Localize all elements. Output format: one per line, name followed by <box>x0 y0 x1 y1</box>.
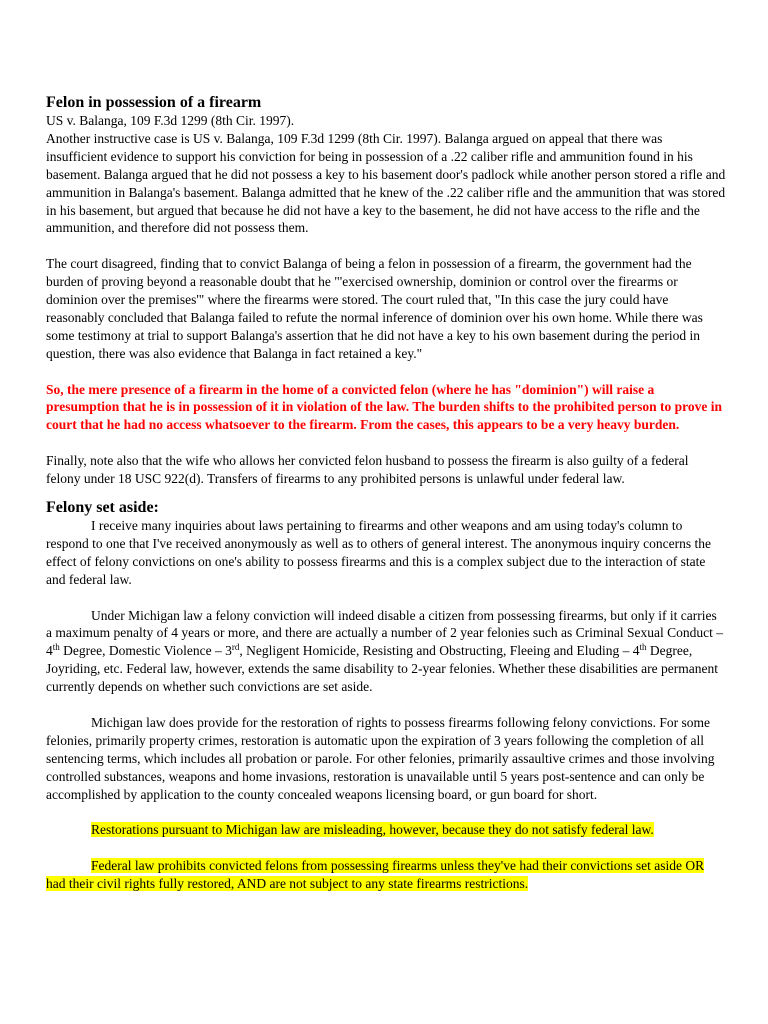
superscript-ordinal: th <box>52 642 60 653</box>
paragraph-restorations-misleading <box>46 821 726 839</box>
paragraph-inquiries: I receive many inquiries about laws pertaining to firearms and other weapons and am using today's column to respond to one that I've received anonymously as well as to others of general interest. The anonymous inquiry concerns the effect of felony convictions on one's ability to possess firearms and this is a complex subject due to the interaction of state and federal law. <box>46 517 711 587</box>
text-segment: Under Michigan law a felony conviction will indeed disable a citizen from possessing firearms, but only if it carries a maximum penalty of 4 years or more, and there are actually a number of 2 year felonies such as Criminal Sexual Conduct – 4 <box>46 607 724 659</box>
paragraph-restoration-of-rights: Michigan law does provide for the restoration of rights to possess firearms following felony convictions. For some felonies, primarily property crimes, restoration is automatic upon the expiration of 3 years following the completion of all sentencing terms, which includes all probation or parole. For other felonies, primarily assaultive crimes and those involving controlled substances, weapons and home invasions, restoration is unavailable until 5 years post-sentence and can only be accomplished by application to the county concealed weapons licensing board, or gun board for short. <box>46 714 715 802</box>
superscript-ordinal: rd <box>231 642 240 653</box>
paragraph-michigan-disability <box>46 607 726 697</box>
paragraph-presumption-warning: So, the mere presence of a firearm in the home of a convicted felon (where he has "dominion") will raise a presumption that he is in possession of it in violation of the law. The burden shifts to the prohibited person to prove in court that he had no access whatsoever to the firearm. From the cases, this appears to be a very heavy burden. <box>46 381 722 433</box>
paragraph-balanga-appeal: Another instructive case is US v. Balanga, 109 F.3d 1299 (8th Cir. 1997). Balanga argued on appeal that there was insufficient evidence to support his conviction for being in possession of a .22 caliber rifle and ammunition found in his basement. Balanga argued that he did not possess a key to his basement door's padlock while another person stored a rifle and ammunition in Balanga's basement. Balanga admitted that he knew of the .22 caliber rifle and the ammunition that was stored in his basement, but argued that because he did not have a key to the basement, he did not have access to the rifle and the ammunition, and therefore did not possess them. <box>46 130 726 236</box>
case-citation: US v. Balanga, 109 F.3d 1299 (8th Cir. 1997). <box>46 113 295 128</box>
section-heading-felony-set-aside: Felony set aside: <box>46 498 159 516</box>
paragraph-court-ruling: The court disagreed, finding that to convict Balanga of being a felon in possession of a firearm, the government had the burden of proving beyond a reasonable doubt that he "'exercised ownership, dominion or control over the firearms or dominion over the premises'" where the firearms were stored. The court ruled that, "In this case the jury could have reasonably concluded that Balanga failed to refute the normal inference of dominion over his own home. While there was some testimony at trial to support Balanga's assertion that he did not have a key to his own basement during the period in question, there was also evidence that Balanga in fact retained a key." <box>46 256 703 361</box>
highlighted-text: Federal law prohibits convicted felons from possessing firearms unless they've had their convictions set aside OR had their civil rights fully restored, AND are not subject to any state firearms restrictions. <box>46 858 705 892</box>
text-segment: Degree, Domestic Violence – 3 <box>59 643 232 659</box>
paragraph-federal-prohibition <box>46 857 726 893</box>
highlighted-text: Restorations pursuant to Michigan law are misleading, however, because they do not satisfy federal law. <box>91 822 654 838</box>
text-segment: Degree, Joyriding, etc. Federal law, however, extends the same disability to 2-year felonies. Whether these disabilities are permanent currently depends on whether such convictions are set aside. <box>46 643 718 695</box>
text-segment: , Negligent Homicide, Resisting and Obstructing, Fleeing and Eluding – 4 <box>239 643 640 659</box>
section-heading-felon-possession: Felon in possession of a firearm <box>46 94 262 111</box>
superscript-ordinal: th <box>639 642 647 653</box>
document-page <box>46 93 726 893</box>
paragraph-wife-liability: Finally, note also that the wife who allows her convicted felon husband to possess the firearm is also guilty of a federal felony under 18 USC 922(d). Transfers of firearms to any prohibited persons is unlawful under federal law. <box>46 453 689 487</box>
